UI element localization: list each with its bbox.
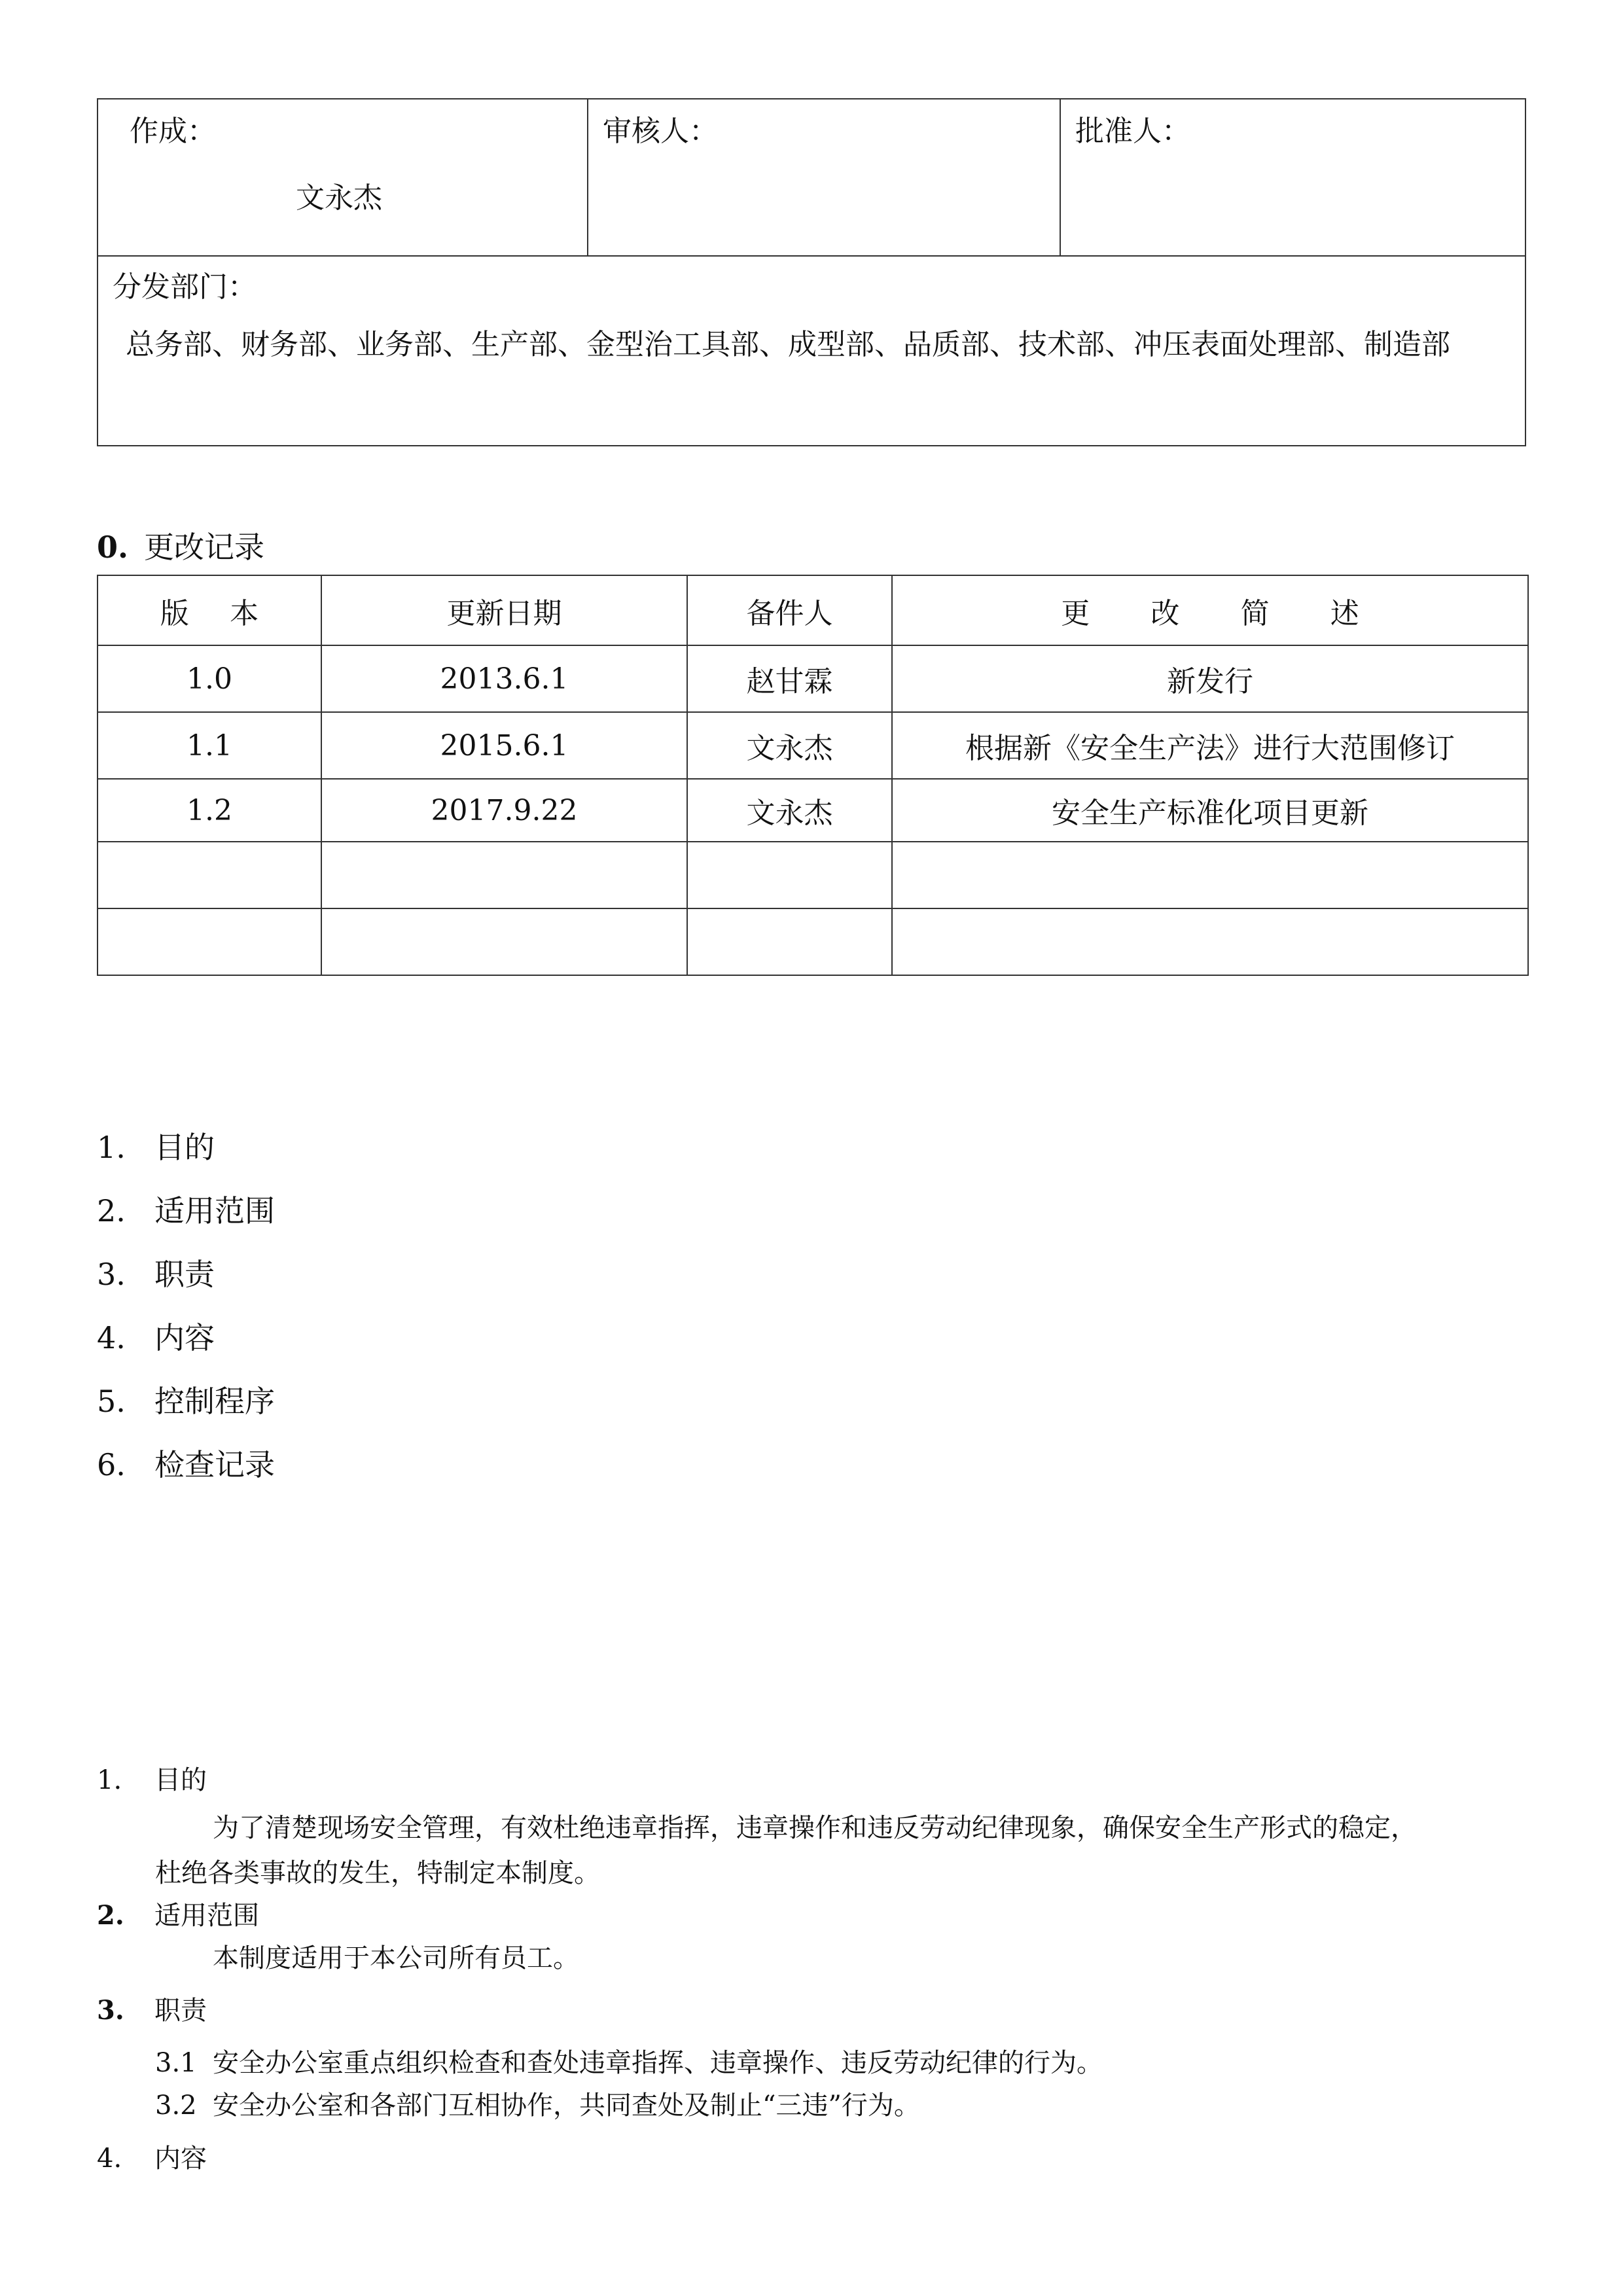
reviewer-cell <box>588 99 1060 256</box>
revision-heading-number: 0. <box>97 529 129 565</box>
cell-date <box>321 908 687 975</box>
cell-summary <box>892 842 1528 908</box>
cell-author <box>687 842 892 908</box>
toc-item: 5. 控制程序 <box>97 1384 275 1419</box>
revision-heading-title: 更改记录 <box>144 529 264 565</box>
cell-version <box>98 908 321 975</box>
reviewer-label: 审核人： <box>603 115 718 148</box>
section-4-heading: 4. 内容 <box>97 2144 207 2174</box>
toc-item: 4. 内容 <box>97 1320 215 1355</box>
cell-date <box>321 842 687 908</box>
cell-date: 2015.6.1 <box>321 712 687 779</box>
distribution-label: 分发部门： <box>113 270 257 304</box>
table-row <box>98 712 1528 779</box>
revision-table <box>97 575 1529 976</box>
author-cell <box>98 99 588 256</box>
section-1-paragraph-line2: 杜绝各类事故的发生，特制定本制度。 <box>155 1858 600 1888</box>
cell-author: 文永杰 <box>687 779 892 842</box>
section-3-item: 3.2 安全办公室和各部门互相协作，共同查处及制止“三违”行为。 <box>155 2090 920 2121</box>
cell-version: 1.1 <box>98 712 321 779</box>
header-summary: 更 改 简 述 <box>892 575 1528 645</box>
cell-summary <box>892 908 1528 975</box>
cell-author <box>687 908 892 975</box>
approver-label: 批准人： <box>1075 115 1190 148</box>
section-2-heading: 2. 适用范围 <box>97 1900 259 1931</box>
cell-summary: 根据新《安全生产法》进行大范围修订 <box>892 712 1528 779</box>
table-row <box>98 645 1528 712</box>
cell-version: 1.2 <box>98 779 321 842</box>
cell-date: 2017.9.22 <box>321 779 687 842</box>
toc-item: 3. 职责 <box>97 1257 215 1292</box>
table-row <box>98 908 1528 975</box>
cell-date: 2013.6.1 <box>321 645 687 712</box>
revision-header-row <box>98 575 1528 645</box>
cell-author: 文永杰 <box>687 712 892 779</box>
toc-item: 1. 目的 <box>97 1130 215 1165</box>
cell-version: 1.0 <box>98 645 321 712</box>
section-3-item: 3.1 安全办公室重点组织检查和查处违章指挥、违章操作、违反劳动纪律的行为。 <box>155 2048 1103 2078</box>
toc-item: 2. 适用范围 <box>97 1193 275 1229</box>
section-1-paragraph-line1: 为了清楚现场安全管理，有效杜绝违章指挥，违章操作和违反劳动纪律现象，确保安全生产形式的稳定， <box>213 1813 1417 1843</box>
cell-author: 赵甘霖 <box>687 645 892 712</box>
toc-item: 6. 检查记录 <box>97 1447 275 1482</box>
revision-heading <box>97 524 264 567</box>
approver-cell <box>1060 99 1525 256</box>
section-2-paragraph: 本制度适用于本公司所有员工。 <box>213 1943 579 1973</box>
cell-summary: 安全生产标准化项目更新 <box>892 779 1528 842</box>
distribution-list: 总务部、财务部、业务部、生产部、金型治工具部、成型部、品质部、技术部、冲压表面处理部、制造部 <box>126 328 1450 361</box>
section-1-heading: 1. 目的 <box>97 1765 207 1795</box>
table-row <box>98 779 1528 842</box>
table-of-contents <box>97 1116 275 1497</box>
table-row <box>98 842 1528 908</box>
distribution-cell <box>98 256 1525 446</box>
header-version: 版 本 <box>98 575 321 645</box>
header-author: 备件人 <box>687 575 892 645</box>
header-date: 更新日期 <box>321 575 687 645</box>
author-name: 文永杰 <box>296 181 382 215</box>
author-label: 作成： <box>130 115 216 148</box>
cell-version <box>98 842 321 908</box>
section-3-heading: 3. 职责 <box>97 1995 207 2026</box>
cell-summary: 新发行 <box>892 645 1528 712</box>
approval-table <box>97 98 1526 446</box>
